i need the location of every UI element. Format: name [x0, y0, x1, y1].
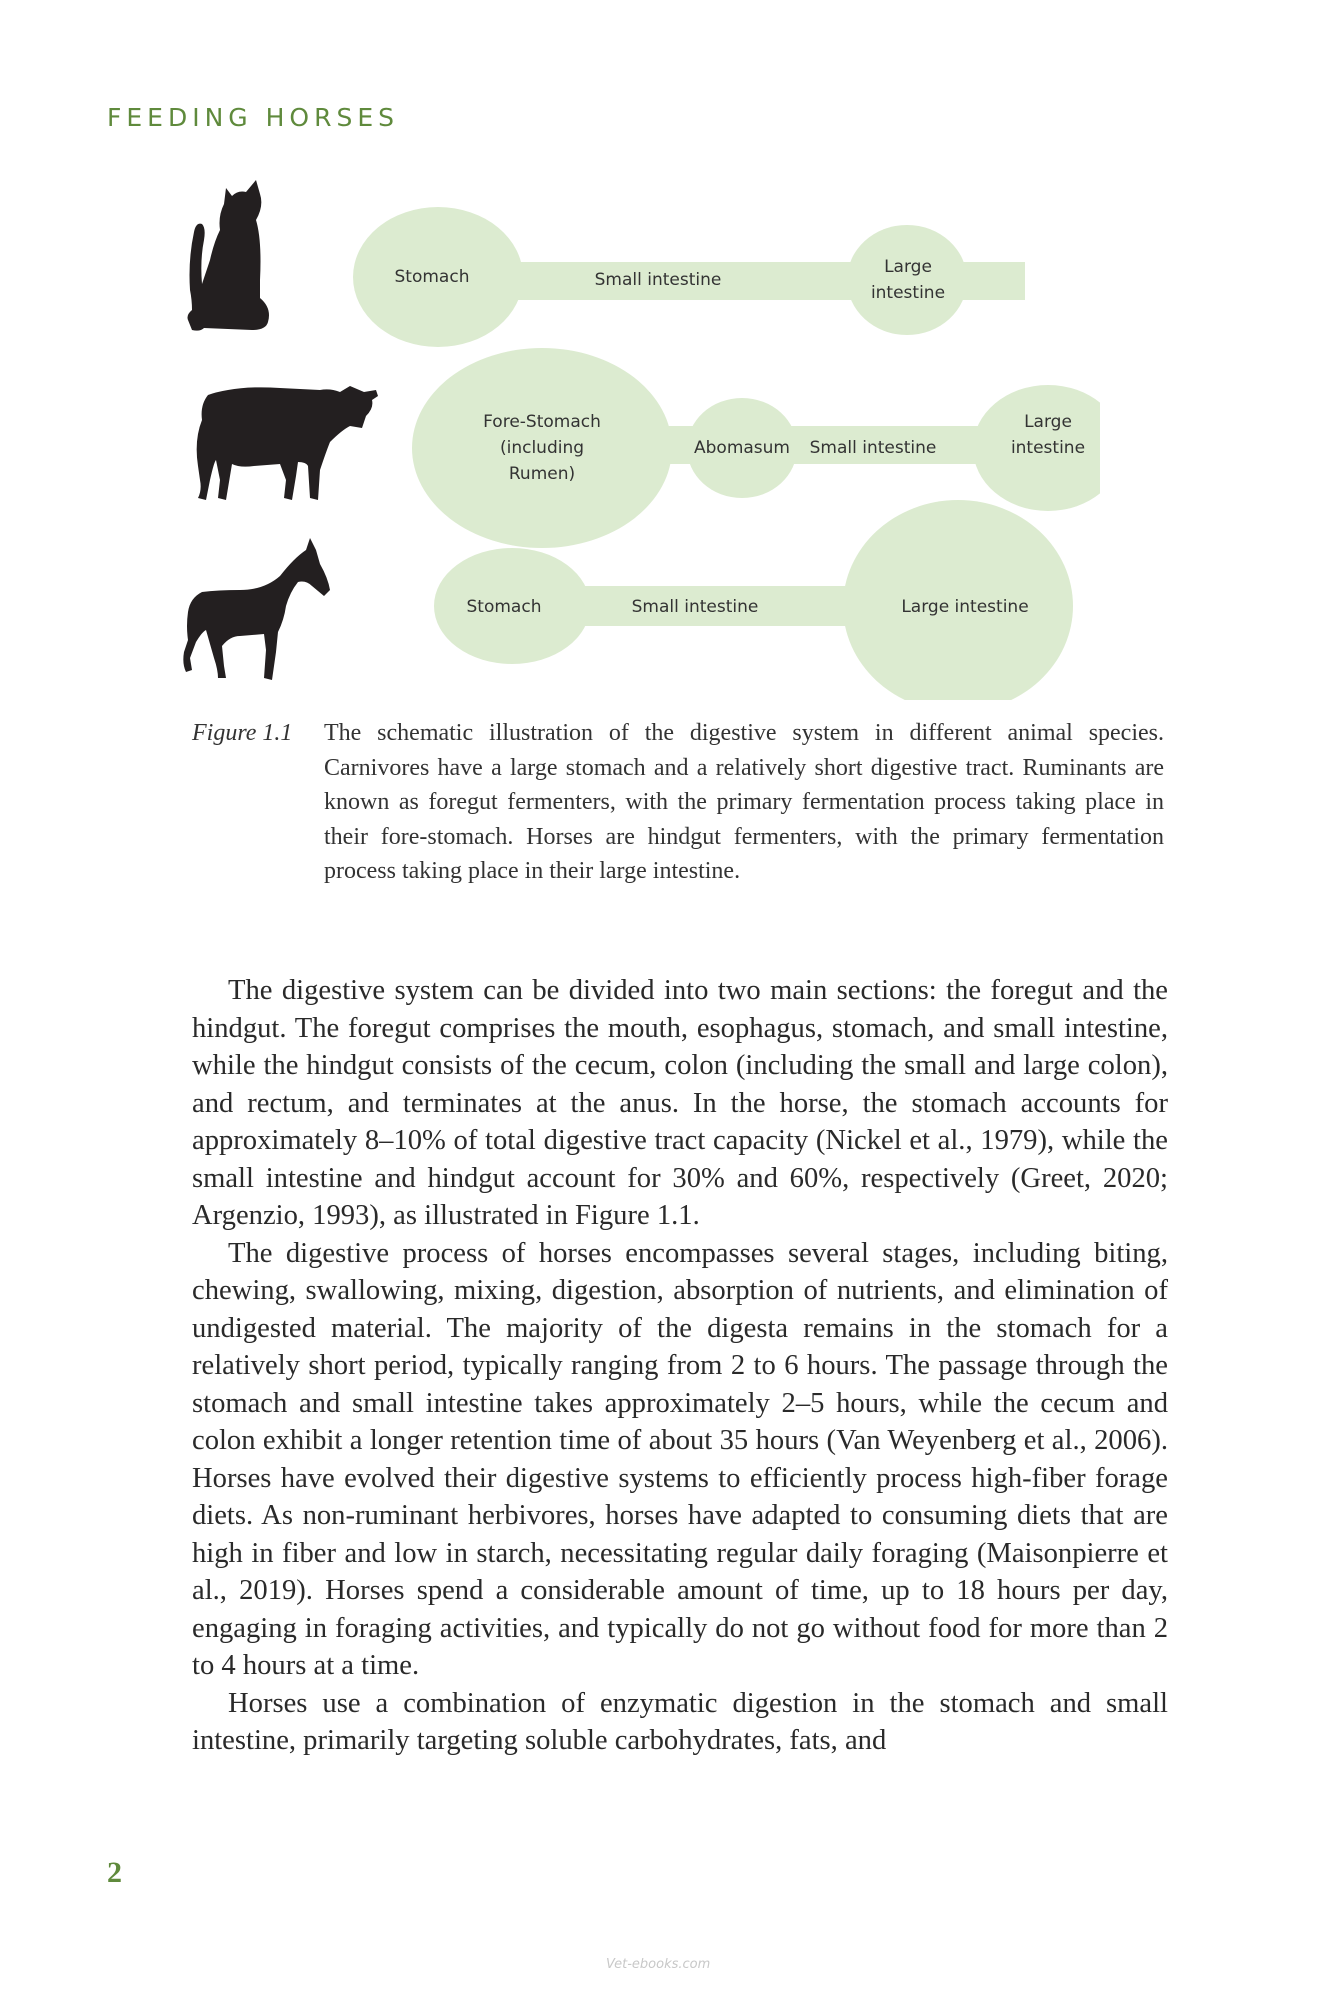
horse-silhouette: [183, 538, 330, 680]
body-paragraph: Horses use a combination of enzymatic digestion in the stomach and small intestine, primarily targeting soluble carbohydrates, fats, and: [192, 1687, 1168, 1756]
watermark: Vet-ebooks.com: [606, 1957, 711, 1972]
cat-large-intestine-label-line2: intestine: [870, 283, 946, 303]
body-paragraph: The digestive process of horses encompasses several stages, including biting, chewing, swallowing, mixing, digestion, absorption of nutrients, and elimination of undigested material. The majority of the digesta remains in the stomach for a relatively short period, typically ranging from 2 to 6 hours. The passage through the stomach and small intestine takes approximately 2–5 hours, while the cecum and colon exhibit a longer retention time of about 35 hours (Van Weyenberg et al., 2006). Horses have evolved their digestive systems to efficiently process high-fiber forage diets. As non-ruminant herbivores, horses have adapted to consuming diets that are high in fiber and low in starch, necessitating regular daily foraging (Maisonpierre et al., 2019). Horses spend a considerable amount of time, up to 18 hours per day, engaging in foraging activities, and typically do not go without food for more than 2 to 4 hours at a time.: [192, 1237, 1168, 1681]
horse-small-intestine-label: Small intestine: [631, 597, 759, 617]
body-text: [192, 972, 1168, 1760]
digestive-system-figure: [180, 180, 1100, 700]
figure-caption: [192, 716, 1168, 889]
cow-fore-stomach-label-line3: Rumen): [508, 464, 576, 484]
cow-small-intestine-label: Small intestine: [809, 438, 937, 458]
cat-small-intestine-label: Small intestine: [594, 270, 722, 290]
cow-abomasum-label: Abomasum: [694, 438, 790, 458]
cat-stomach-label: Stomach: [394, 267, 470, 287]
cow-large-intestine-label-line2: intestine: [1010, 438, 1086, 458]
figure-caption-label: Figure 1.1: [192, 720, 293, 746]
page-number: 2: [107, 1856, 122, 1889]
cat-large-intestine-label-line1: Large: [884, 257, 932, 277]
horse-stomach-label: Stomach: [466, 597, 542, 617]
horse-large-intestine-label: Large intestine: [901, 597, 1029, 617]
cat-silhouette: [188, 180, 270, 331]
running-head: FEEDING HORSES: [107, 103, 399, 132]
body-paragraph: The digestive system can be divided into two main sections: the foregut and the hindgut. The foregut comprises the mouth, esophagus, stomach, and small intestine, while the hindgut consists of the cecum, colon (including the small and large colon), and rectum, and terminates at the anus. In the horse, the stomach accounts for approximately 8–10% of total digestive tract capacity (Nickel et al., 1979), while the small intestine and hindgut account for 30% and 60%, respectively (Greet, 2020; Argenzio, 1993), as illustrated in Figure 1.1.: [192, 975, 1168, 1231]
cow-silhouette: [197, 386, 378, 500]
cow-fore-stomach-label-line2: (including: [499, 438, 585, 458]
cow-fore-stomach-label-line1: Fore-Stomach: [483, 412, 601, 432]
cow-large-intestine-label-line1: Large: [1024, 412, 1072, 432]
figure-caption-text: The schematic illustration of the digestive system in different animal species. Carnivores have a large stomach and a relatively short digestive tract. Ruminants are known as foregut fermenters, with the primary fermentation process taking place in their fore-stomach. Horses are hindgut fermenters, with the primary fermentation process taking place in their large intestine.: [324, 720, 1164, 884]
cat-large-intestine-shape: [847, 225, 967, 335]
